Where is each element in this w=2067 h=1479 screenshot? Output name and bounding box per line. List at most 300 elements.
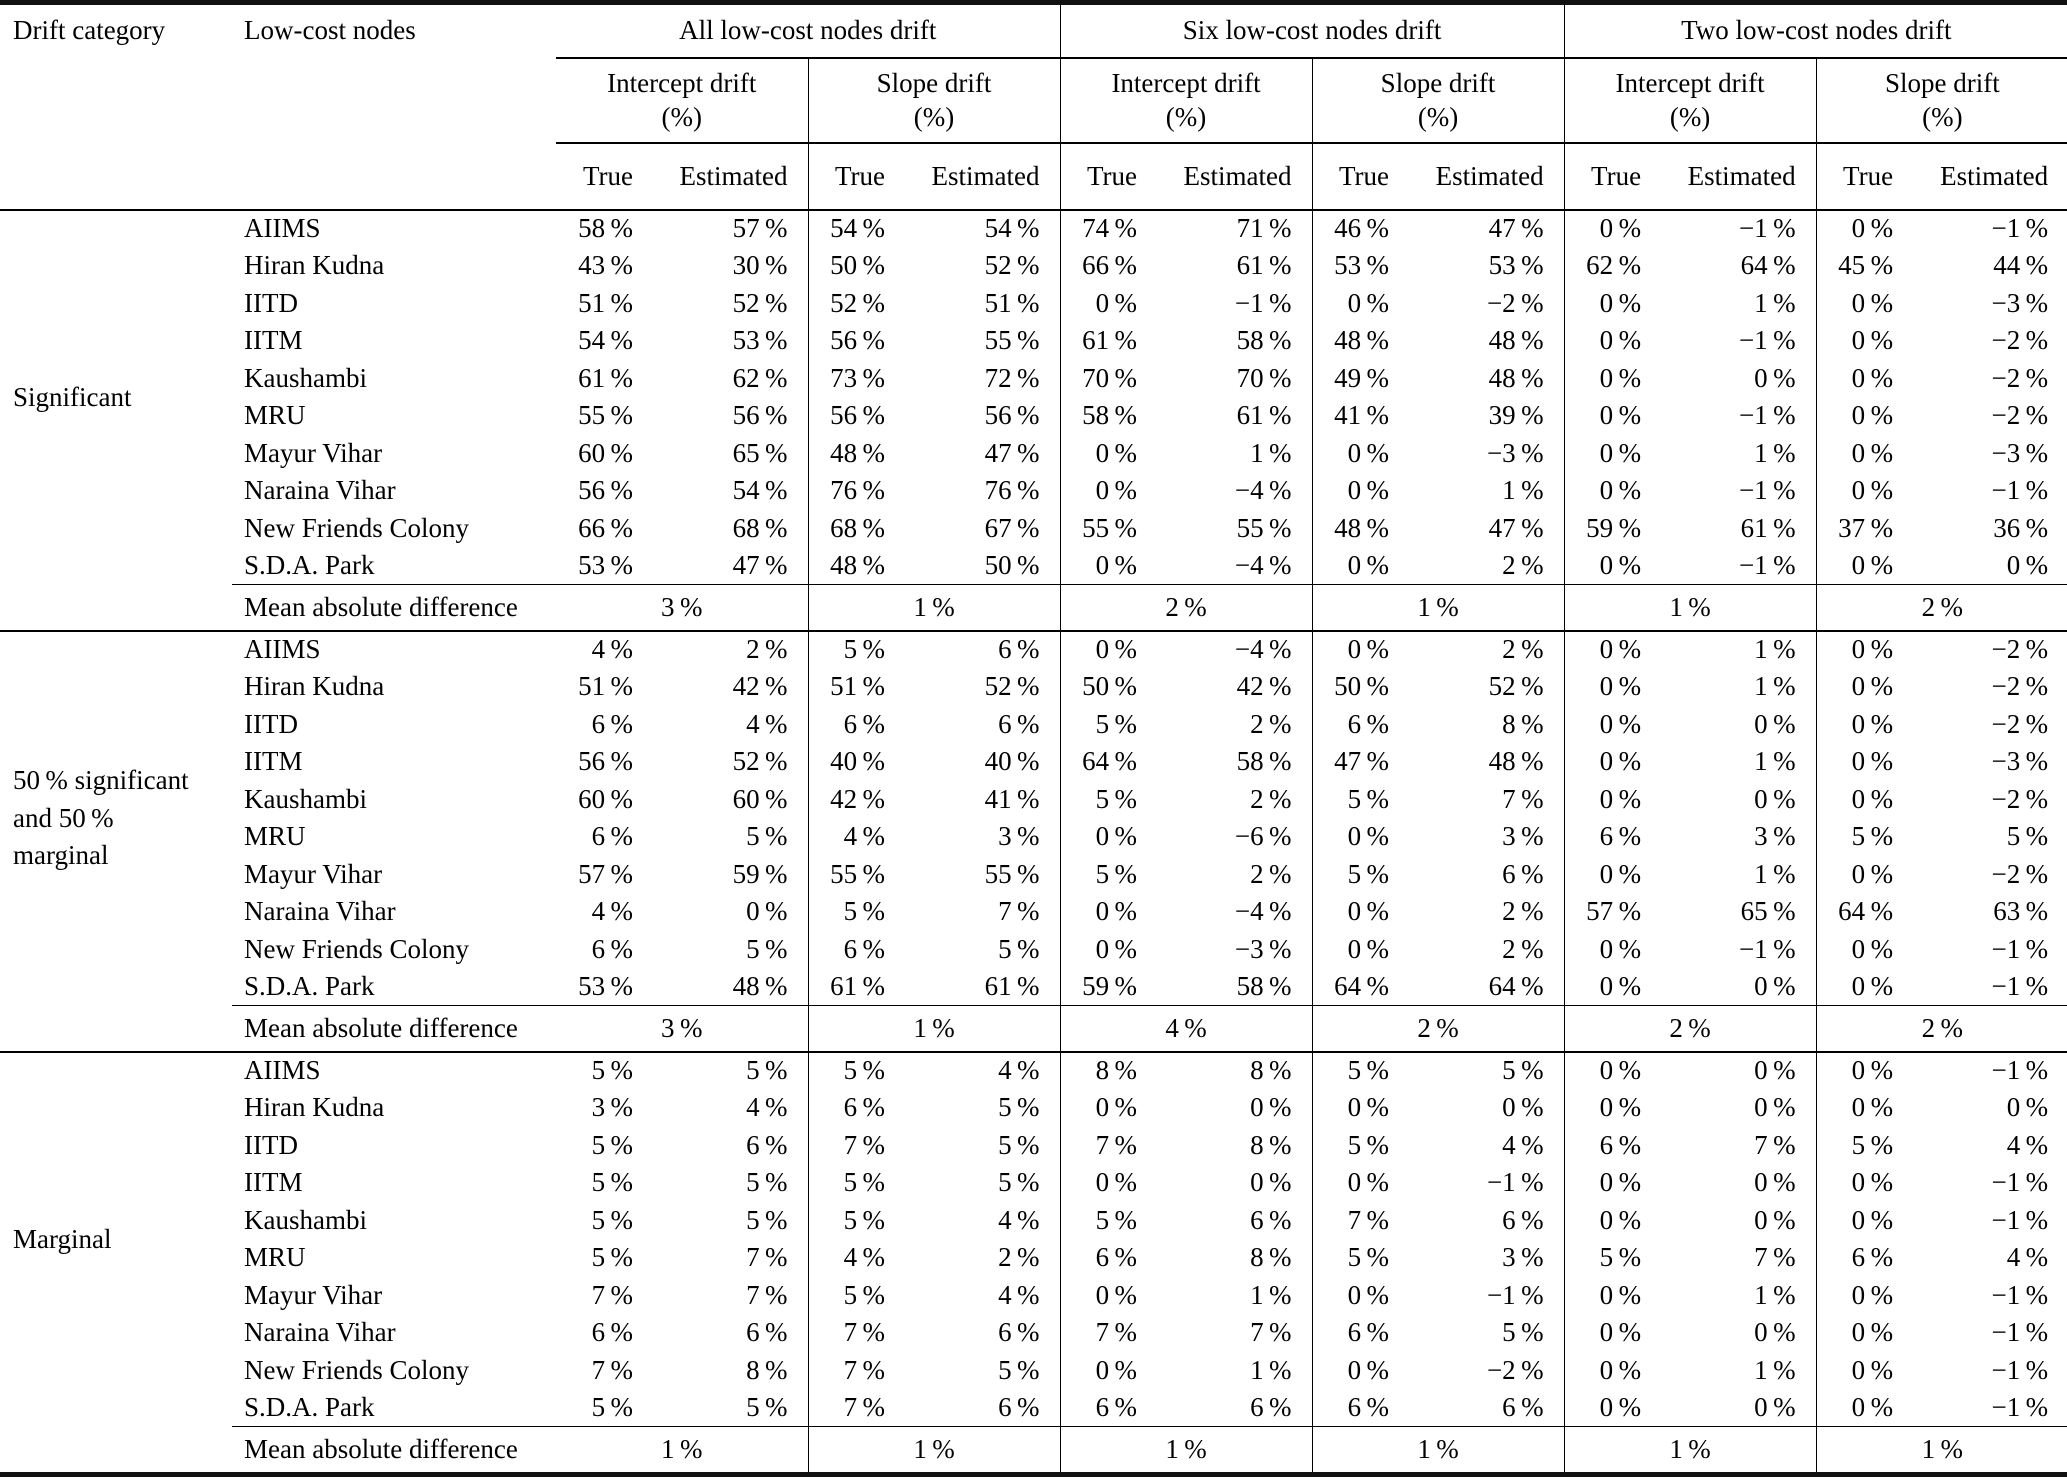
value-cell: 53 % (1488, 250, 1544, 281)
value-cell: 52 % (984, 671, 1040, 702)
subheader-two-intercept (1564, 58, 1816, 143)
value-cell: 0 % (1564, 1164, 1661, 1202)
value-cell: 2 % (1250, 708, 1292, 739)
value-cell: −2 % (1991, 634, 2049, 665)
table-row (0, 397, 2067, 435)
value-cell: 6 % (591, 1317, 633, 1348)
value-cell: 61 % (1060, 322, 1157, 360)
value-cell: 57 % (578, 858, 633, 889)
value-cell: 7 % (1312, 1202, 1409, 1240)
value-cell: 6 % (1250, 1392, 1292, 1422)
table-row (0, 285, 2067, 323)
value-cell: 6 % (746, 1129, 788, 1160)
value-cell: 70 % (1236, 362, 1292, 393)
subheader-unit: (%) (913, 102, 955, 132)
value-cell: 76 % (984, 475, 1040, 506)
value-cell: 68 % (808, 510, 905, 548)
value-cell: 1 % (1250, 1354, 1292, 1385)
value-cell: 47 % (1312, 743, 1409, 781)
value-cell: 58 % (1060, 397, 1157, 435)
value-cell: 6 % (1060, 1239, 1157, 1277)
value-cell: 58 % (578, 213, 633, 244)
subheader-unit: (%) (1922, 102, 1963, 132)
mean-value-cell: 2 % (1816, 1006, 2067, 1052)
value-cell: 1 % (1250, 437, 1292, 468)
value-cell: 4 % (591, 896, 633, 927)
value-cell: −1 % (1991, 1167, 2049, 1198)
value-cell: 72 % (984, 362, 1040, 393)
node-cell: Hiran Kudna (244, 1092, 385, 1123)
value-cell: −1 % (1991, 971, 2049, 1001)
value-cell: 0 % (1060, 547, 1157, 585)
value-cell: 5 % (998, 933, 1040, 964)
value-cell: 6 % (998, 634, 1040, 665)
group-header-two-nodes: Two low-cost nodes drift (1564, 3, 2067, 58)
value-cell: 54 % (984, 213, 1040, 244)
node-cell: S.D.A. Park (244, 971, 375, 1001)
value-cell: 1 % (1250, 1279, 1292, 1310)
table-row (0, 1352, 2067, 1390)
mean-value-cell: 1 % (1564, 1427, 1816, 1475)
value-cell: 39 % (1488, 400, 1544, 431)
value-cell: 0 % (1312, 893, 1409, 931)
mean-value-cell: 1 % (1816, 1427, 2067, 1475)
mean-row (0, 1427, 2067, 1475)
value-cell: 5 % (1060, 856, 1157, 894)
col-header-true: True (1564, 143, 1661, 210)
mean-value-cell: 2 % (1816, 585, 2067, 631)
value-cell: 1 % (1754, 858, 1796, 889)
value-cell: 0 % (1564, 668, 1661, 706)
value-cell: 71 % (1236, 213, 1292, 244)
value-cell: 55 % (984, 325, 1040, 356)
value-cell: −3 % (1486, 437, 1544, 468)
category-line: and 50 % (13, 802, 114, 833)
value-cell: 59 % (732, 858, 788, 889)
value-cell: 0 % (1816, 360, 1913, 398)
node-cell: MRU (244, 1242, 306, 1273)
value-cell: 0 % (2006, 1092, 2049, 1123)
value-cell: 7 % (808, 1389, 905, 1427)
value-cell: 0 % (1816, 1314, 1913, 1352)
node-cell: IITD (244, 1129, 298, 1160)
value-cell: 5 % (591, 1129, 633, 1160)
value-cell: 70 % (1060, 360, 1157, 398)
value-cell: 0 % (1816, 1389, 1913, 1427)
value-cell: 1 % (1754, 437, 1796, 468)
value-cell: 48 % (1312, 510, 1409, 548)
value-cell: 4 % (746, 1092, 788, 1123)
value-cell: 7 % (1060, 1314, 1157, 1352)
value-cell: 48 % (1488, 362, 1544, 393)
subheader-label: Intercept drift (1615, 68, 1765, 98)
value-cell: 7 % (1754, 1129, 1796, 1160)
table-row (0, 818, 2067, 856)
category-cell (0, 631, 232, 1006)
value-cell: 5 % (746, 1204, 788, 1235)
value-cell: 5 % (1060, 1202, 1157, 1240)
value-cell: 0 % (1312, 1089, 1409, 1127)
value-cell: −1 % (1991, 1317, 2049, 1348)
value-cell: −1 % (1738, 400, 1796, 431)
value-cell: 6 % (1250, 1204, 1292, 1235)
value-cell: 0 % (1754, 1055, 1796, 1086)
subheader-six-slope (1312, 58, 1564, 143)
value-cell: 0 % (1502, 1092, 1544, 1123)
value-cell: 60 % (732, 783, 788, 814)
value-cell: 7 % (591, 1279, 633, 1310)
table-row (0, 1239, 2067, 1277)
value-cell: 45 % (1816, 247, 1913, 285)
table-row (0, 968, 2067, 1006)
value-cell: 40 % (984, 746, 1040, 777)
node-cell: IITM (244, 746, 303, 777)
value-cell: −1 % (1738, 933, 1796, 964)
value-cell: 1 % (1754, 634, 1796, 665)
value-cell: −4 % (1234, 634, 1292, 665)
value-cell: 4 % (2006, 1129, 2049, 1160)
value-cell: 0 % (1754, 1392, 1796, 1422)
value-cell: 0 % (1564, 1352, 1661, 1390)
value-cell: 52 % (1488, 671, 1544, 702)
value-cell: 8 % (1250, 1242, 1292, 1273)
value-cell: 0 % (1060, 285, 1157, 323)
value-cell: 62 % (1564, 247, 1661, 285)
value-cell: 54 % (808, 210, 905, 248)
mean-value-cell: 2 % (1060, 585, 1312, 631)
value-cell: 52 % (808, 285, 905, 323)
value-cell: 7 % (808, 1314, 905, 1352)
mean-row (0, 1006, 2067, 1052)
node-cell: Mayur Vihar (244, 1279, 383, 1310)
value-cell: 4 % (591, 634, 633, 665)
category-cell-empty (0, 1006, 232, 1052)
value-cell: −3 % (1991, 287, 2049, 318)
value-cell: 0 % (1312, 1352, 1409, 1390)
value-cell: −1 % (1991, 1055, 2049, 1086)
table-row (0, 510, 2067, 548)
value-cell: 64 % (1060, 743, 1157, 781)
value-cell: −1 % (1234, 287, 1292, 318)
value-cell: 0 % (1754, 783, 1796, 814)
value-cell: 0 % (1312, 818, 1409, 856)
value-cell: 2 % (1250, 858, 1292, 889)
value-cell: 7 % (1250, 1317, 1292, 1348)
value-cell: 5 % (1502, 1055, 1544, 1086)
value-cell: −1 % (1991, 1204, 2049, 1235)
value-cell: 0 % (1060, 472, 1157, 510)
value-cell: 37 % (1816, 510, 1913, 548)
node-cell: Naraina Vihar (244, 1317, 396, 1348)
value-cell: 0 % (1816, 1052, 1913, 1090)
value-cell: 8 % (1250, 1129, 1292, 1160)
value-cell: −2 % (1991, 708, 2049, 739)
subheader-unit: (%) (1669, 102, 1711, 132)
value-cell: 8 % (1060, 1052, 1157, 1090)
value-cell: 53 % (578, 971, 633, 1001)
category-cell-empty (0, 585, 232, 631)
value-cell: 6 % (998, 1392, 1040, 1422)
value-cell: 0 % (1312, 1277, 1409, 1315)
category-cell (0, 210, 232, 585)
value-cell: 5 % (808, 1164, 905, 1202)
value-cell: 4 % (998, 1204, 1040, 1235)
value-cell: 61 % (1236, 250, 1292, 281)
node-cell: AIIMS (244, 213, 321, 244)
header-row-groups (0, 3, 2067, 58)
value-cell: 51 % (578, 671, 633, 702)
value-cell: 61 % (1236, 400, 1292, 431)
value-cell: 5 % (746, 1055, 788, 1086)
value-cell: 48 % (732, 971, 788, 1001)
value-cell: 46 % (1312, 210, 1409, 248)
value-cell: 5 % (998, 1092, 1040, 1123)
value-cell: 54 % (732, 475, 788, 506)
value-cell: 0 % (1312, 435, 1409, 473)
value-cell: 0 % (1816, 781, 1913, 819)
value-cell: 0 % (1250, 1092, 1292, 1123)
value-cell: 0 % (1816, 472, 1913, 510)
value-cell: 68 % (732, 512, 788, 543)
node-cell: IITD (244, 708, 298, 739)
value-cell: 6 % (1060, 1389, 1157, 1427)
node-cell: Hiran Kudna (244, 671, 385, 702)
value-cell: 3 % (1502, 821, 1544, 852)
value-cell: 0 % (1564, 706, 1661, 744)
value-cell: 48 % (808, 435, 905, 473)
subheader-all-slope (808, 58, 1060, 143)
mean-label: Mean absolute difference (232, 1427, 556, 1475)
node-cell: New Friends Colony (244, 1354, 469, 1385)
col-header-low-cost-nodes: Low-cost nodes (232, 3, 556, 210)
value-cell: 5 % (1312, 1239, 1409, 1277)
value-cell: 0 % (1816, 322, 1913, 360)
value-cell: 66 % (578, 512, 633, 543)
subheader-unit: (%) (1417, 102, 1459, 132)
value-cell: 58 % (1236, 325, 1292, 356)
node-cell: S.D.A. Park (244, 1392, 375, 1422)
value-cell: 8 % (1502, 708, 1544, 739)
value-cell: 5 % (746, 1167, 788, 1198)
value-cell: 6 % (1564, 1127, 1661, 1165)
value-cell: 5 % (808, 631, 905, 669)
value-cell: 6 % (808, 706, 905, 744)
value-cell: 0 % (1564, 322, 1661, 360)
value-cell: 1 % (1754, 1279, 1796, 1310)
table-row (0, 743, 2067, 781)
value-cell: 5 % (808, 893, 905, 931)
value-cell: 6 % (1312, 1389, 1409, 1427)
subheader-six-intercept (1060, 58, 1312, 143)
value-cell: 5 % (1312, 1052, 1409, 1090)
value-cell: 65 % (1740, 896, 1796, 927)
node-cell: New Friends Colony (244, 512, 469, 543)
mean-value-cell: 1 % (1312, 1427, 1564, 1475)
value-cell: 5 % (746, 821, 788, 852)
value-cell: −1 % (1738, 213, 1796, 244)
value-cell: −1 % (1991, 1354, 2049, 1385)
value-cell: 56 % (578, 475, 633, 506)
table-row (0, 1089, 2067, 1127)
group-header-six-nodes: Six low-cost nodes drift (1060, 3, 1564, 58)
value-cell: 7 % (746, 1279, 788, 1310)
value-cell: 55 % (808, 856, 905, 894)
value-cell: 0 % (1754, 708, 1796, 739)
value-cell: 76 % (808, 472, 905, 510)
value-cell: 41 % (1312, 397, 1409, 435)
value-cell: 2 % (1502, 550, 1544, 580)
node-cell: IITD (244, 287, 298, 318)
value-cell: 50 % (808, 247, 905, 285)
col-header-true: True (556, 143, 653, 210)
category-line: marginal (13, 840, 109, 871)
table-row (0, 1052, 2067, 1090)
table-row (0, 668, 2067, 706)
value-cell: 52 % (984, 250, 1040, 281)
value-cell: 0 % (1060, 1164, 1157, 1202)
value-cell: 2 % (1250, 783, 1292, 814)
value-cell: 5 % (746, 933, 788, 964)
value-cell: 0 % (1816, 968, 1913, 1006)
value-cell: 0 % (1060, 931, 1157, 969)
value-cell: 56 % (578, 746, 633, 777)
value-cell: 0 % (1564, 360, 1661, 398)
col-header-estimated: Estimated (653, 143, 808, 210)
table-row (0, 781, 2067, 819)
col-header-estimated: Estimated (1157, 143, 1312, 210)
value-cell: 0 % (1754, 1092, 1796, 1123)
value-cell: 6 % (1502, 858, 1544, 889)
value-cell: 0 % (1816, 1352, 1913, 1390)
value-cell: 0 % (1564, 547, 1661, 585)
value-cell: 5 % (1312, 781, 1409, 819)
value-cell: −6 % (1234, 821, 1292, 852)
value-cell: 53 % (732, 325, 788, 356)
value-cell: 0 % (1754, 362, 1796, 393)
mean-value-cell: 4 % (1060, 1006, 1312, 1052)
value-cell: 0 % (1564, 435, 1661, 473)
col-header-true: True (1816, 143, 1913, 210)
value-cell: 6 % (808, 1089, 905, 1127)
node-cell: IITM (244, 325, 303, 356)
value-cell: 0 % (1060, 818, 1157, 856)
value-cell: 5 % (591, 1204, 633, 1235)
value-cell: 5 % (591, 1392, 633, 1422)
subheader-label: Slope drift (876, 68, 992, 98)
value-cell: 30 % (732, 250, 788, 281)
node-cell: Kaushambi (244, 783, 367, 814)
value-cell: 6 % (591, 708, 633, 739)
value-cell: 61 % (578, 362, 633, 393)
value-cell: 42 % (732, 671, 788, 702)
value-cell: 51 % (984, 287, 1040, 318)
value-cell: 42 % (808, 781, 905, 819)
subheader-label: Intercept drift (607, 68, 757, 98)
value-cell: 0 % (1816, 1089, 1913, 1127)
node-cell: Naraina Vihar (244, 896, 396, 927)
col-header-true: True (808, 143, 905, 210)
table-row (0, 210, 2067, 248)
value-cell: 50 % (1312, 668, 1409, 706)
value-cell: 0 % (1060, 1352, 1157, 1390)
value-cell: 5 % (1312, 1127, 1409, 1165)
node-cell: Kaushambi (244, 1204, 367, 1235)
value-cell: 5 % (1816, 818, 1913, 856)
value-cell: 0 % (1564, 856, 1661, 894)
value-cell: 0 % (1564, 210, 1661, 248)
value-cell: 7 % (808, 1127, 905, 1165)
subheader-label: Slope drift (1380, 68, 1496, 98)
mean-value-cell: 1 % (556, 1427, 808, 1475)
value-cell: 59 % (1564, 510, 1661, 548)
value-cell: 41 % (984, 783, 1040, 814)
value-cell: −2 % (1991, 362, 2049, 393)
value-cell: 7 % (591, 1354, 633, 1385)
value-cell: −3 % (1234, 933, 1292, 964)
value-cell: 5 % (591, 1167, 633, 1198)
table-row (0, 322, 2067, 360)
table-row (0, 360, 2067, 398)
value-cell: 64 % (1488, 971, 1544, 1001)
value-cell: 57 % (732, 213, 788, 244)
mean-value-cell: 3 % (556, 1006, 808, 1052)
col-header-estimated: Estimated (905, 143, 1060, 210)
value-cell: 0 % (1312, 547, 1409, 585)
value-cell: −1 % (1991, 475, 2049, 506)
value-cell: 59 % (1060, 968, 1157, 1006)
value-cell: 0 % (1060, 1277, 1157, 1315)
value-cell: 0 % (1816, 1202, 1913, 1240)
value-cell: 52 % (732, 287, 788, 318)
value-cell: 6 % (808, 931, 905, 969)
value-cell: 0 % (1060, 893, 1157, 931)
group-header-all-nodes: All low-cost nodes drift (556, 3, 1060, 58)
value-cell: 55 % (1060, 510, 1157, 548)
value-cell: 0 % (1564, 968, 1661, 1006)
value-cell: 1 % (1754, 287, 1796, 318)
value-cell: −4 % (1234, 475, 1292, 506)
value-cell: 0 % (1816, 631, 1913, 669)
value-cell: −1 % (1991, 213, 2049, 244)
value-cell: 0 % (1564, 931, 1661, 969)
value-cell: 64 % (1816, 893, 1913, 931)
value-cell: −1 % (1486, 1279, 1544, 1310)
value-cell: 48 % (1488, 325, 1544, 356)
value-cell: 48 % (1488, 746, 1544, 777)
value-cell: 0 % (1060, 435, 1157, 473)
value-cell: 0 % (1816, 435, 1913, 473)
category-line: 50 % significant (13, 765, 189, 796)
value-cell: 51 % (578, 287, 633, 318)
node-cell: Kaushambi (244, 362, 367, 393)
mean-label: Mean absolute difference (232, 1006, 556, 1052)
value-cell: 6 % (1816, 1239, 1913, 1277)
value-cell: 0 % (1312, 931, 1409, 969)
value-cell: 0 % (1816, 668, 1913, 706)
value-cell: 47 % (984, 437, 1040, 468)
value-cell: −1 % (1738, 325, 1796, 356)
value-cell: 7 % (1502, 783, 1544, 814)
value-cell: 6 % (1502, 1392, 1544, 1422)
value-cell: 5 % (1312, 856, 1409, 894)
table-row (0, 931, 2067, 969)
value-cell: 0 % (1754, 1167, 1796, 1198)
value-cell: 5 % (746, 1392, 788, 1422)
value-cell: 54 % (578, 325, 633, 356)
value-cell: 1 % (1754, 746, 1796, 777)
value-cell: 64 % (1312, 968, 1409, 1006)
value-cell: 47 % (732, 550, 788, 580)
